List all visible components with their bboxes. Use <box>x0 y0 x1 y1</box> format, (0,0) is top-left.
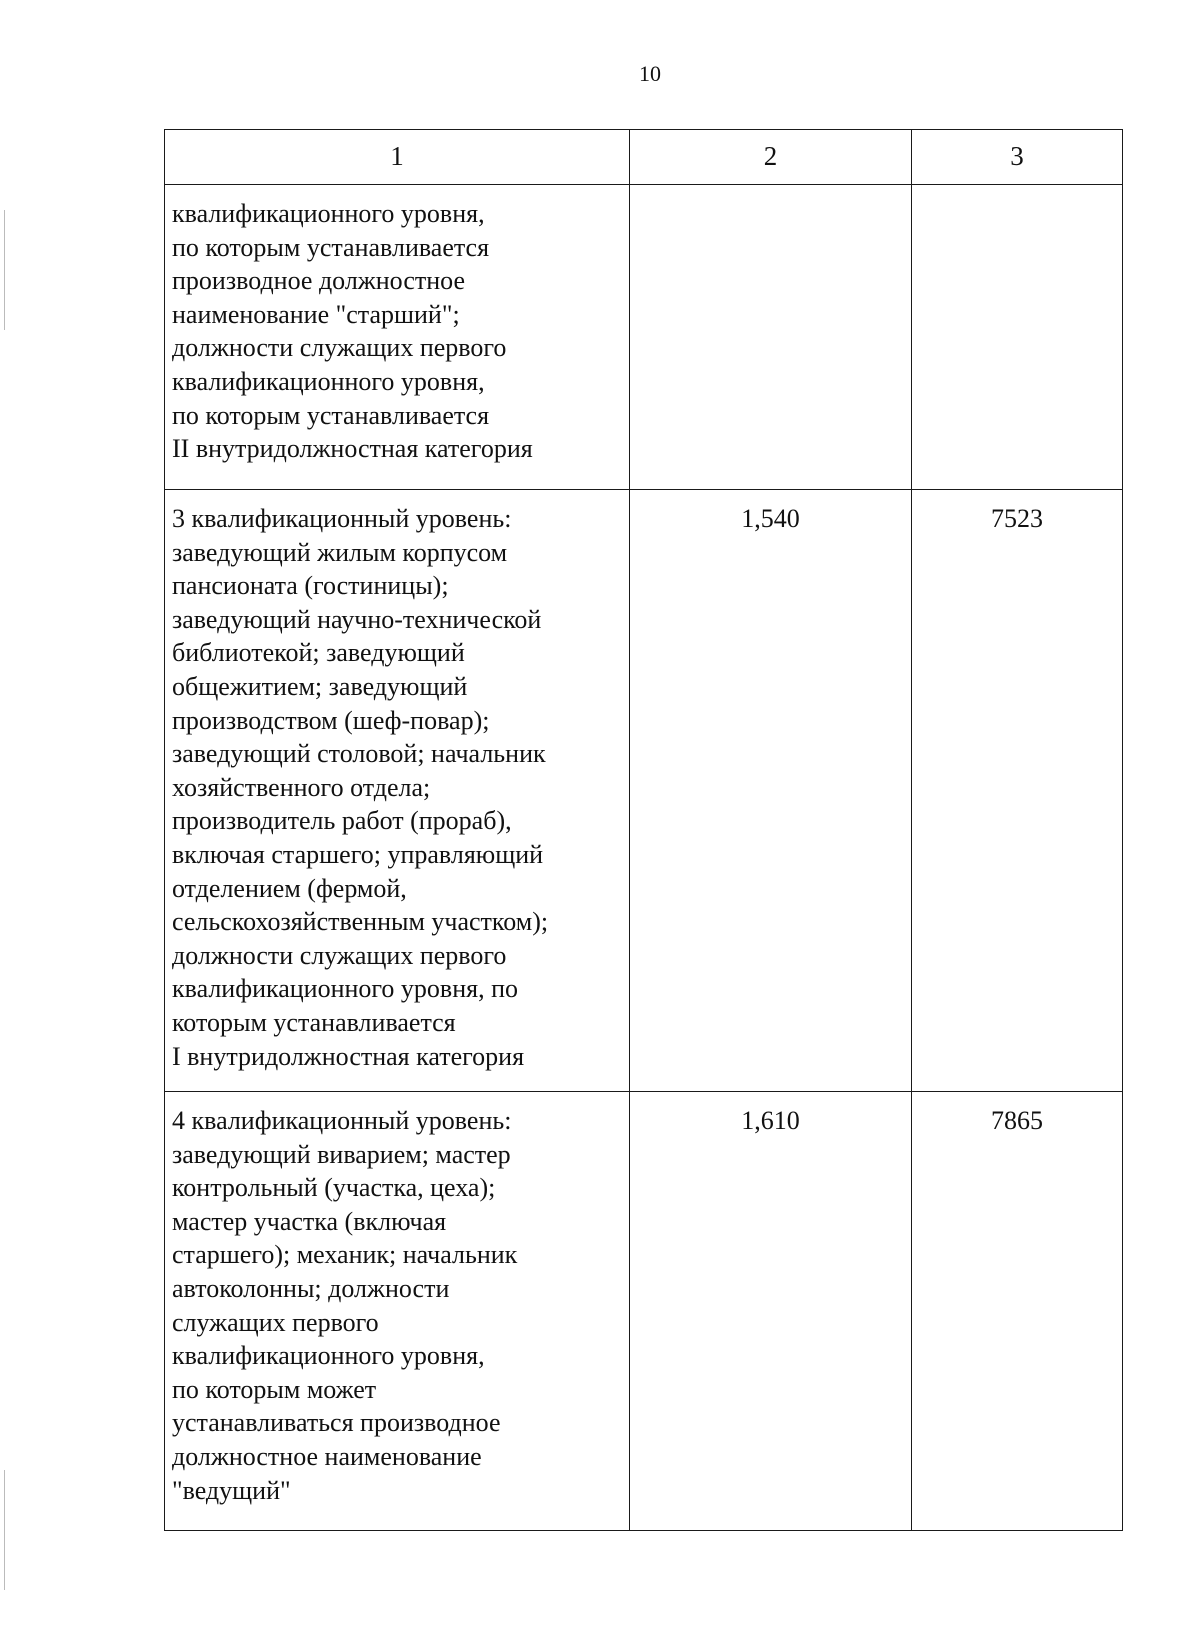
description-line: пансионата (гостиницы); <box>172 571 449 601</box>
position-description-cell <box>165 490 630 1092</box>
description-line: служащих первого <box>172 1307 379 1337</box>
description-line: квалификационного уровня, по <box>172 974 518 1004</box>
salary-table <box>164 129 1123 1531</box>
description-line: сельскохозяйственным участком); <box>172 907 549 937</box>
position-description-cell <box>165 1092 630 1531</box>
description-line: по которым устанавливается <box>172 232 490 262</box>
description-line: квалификационного уровня, <box>172 366 485 396</box>
table-row <box>165 490 1123 1092</box>
description-line: автоколонны; должности <box>172 1273 450 1303</box>
description-line: отделением (фермой, <box>172 873 407 903</box>
coefficient-cell: 1,540 <box>630 490 912 1092</box>
description-line: хозяйственного отдела; <box>172 772 431 802</box>
coefficient-cell: 1,610 <box>630 1092 912 1531</box>
table-row <box>165 185 1123 490</box>
description-line: квалификационного уровня, <box>172 1341 485 1371</box>
description-line: должностное наименование <box>172 1441 482 1471</box>
scan-edge-mark <box>4 210 5 330</box>
description-line: мастер участка (включая <box>172 1206 447 1236</box>
description-line: II внутридолжностная категория <box>172 434 533 464</box>
description-line: библиотекой; заведующий <box>172 638 465 668</box>
page-number: 10 <box>639 61 661 86</box>
description-line: общежитием; заведующий <box>172 671 468 701</box>
description-line: производством (шеф-повар); <box>172 705 490 735</box>
table-header-row <box>165 130 1123 185</box>
description-line: производитель работ (прораб), <box>172 806 512 836</box>
description-line: устанавливаться производное <box>172 1408 501 1438</box>
description-line: включая старшего; управляющий <box>172 839 544 869</box>
coefficient-cell <box>630 185 912 490</box>
description-line: заведующий виварием; мастер <box>172 1139 511 1169</box>
scan-edge-mark <box>4 1470 5 1590</box>
column-header-3: 3 <box>912 130 1123 185</box>
description-line: наименование "старший"; <box>172 299 460 329</box>
description-line: заведующий жилым корпусом <box>172 537 508 567</box>
amount-cell: 7523 <box>912 490 1123 1092</box>
description-line: "ведущий" <box>172 1475 291 1505</box>
description-line: квалификационного уровня, <box>172 199 485 228</box>
table-row <box>165 1092 1123 1531</box>
description-line: 3 квалификационный уровень: <box>172 504 512 533</box>
description-line: которым устанавливается <box>172 1007 456 1037</box>
description-line: производное должностное <box>172 266 466 296</box>
amount-cell <box>912 185 1123 490</box>
description-line: I внутридолжностная категория <box>172 1041 525 1071</box>
column-header-1: 1 <box>165 130 630 185</box>
description-line: заведующий столовой; начальник <box>172 739 546 769</box>
description-line: должности служащих первого <box>172 940 507 970</box>
column-header-2: 2 <box>630 130 912 185</box>
description-line: 4 квалификационный уровень: <box>172 1106 512 1135</box>
description-line: должности служащих первого <box>172 333 507 363</box>
position-description-cell <box>165 185 630 490</box>
description-line: контрольный (участка, цеха); <box>172 1173 496 1203</box>
description-line: по которым может <box>172 1374 377 1404</box>
description-line: по которым устанавливается <box>172 400 490 430</box>
description-line: старшего); механик; начальник <box>172 1240 518 1270</box>
description-line: заведующий научно-технической <box>172 604 542 634</box>
amount-cell: 7865 <box>912 1092 1123 1531</box>
